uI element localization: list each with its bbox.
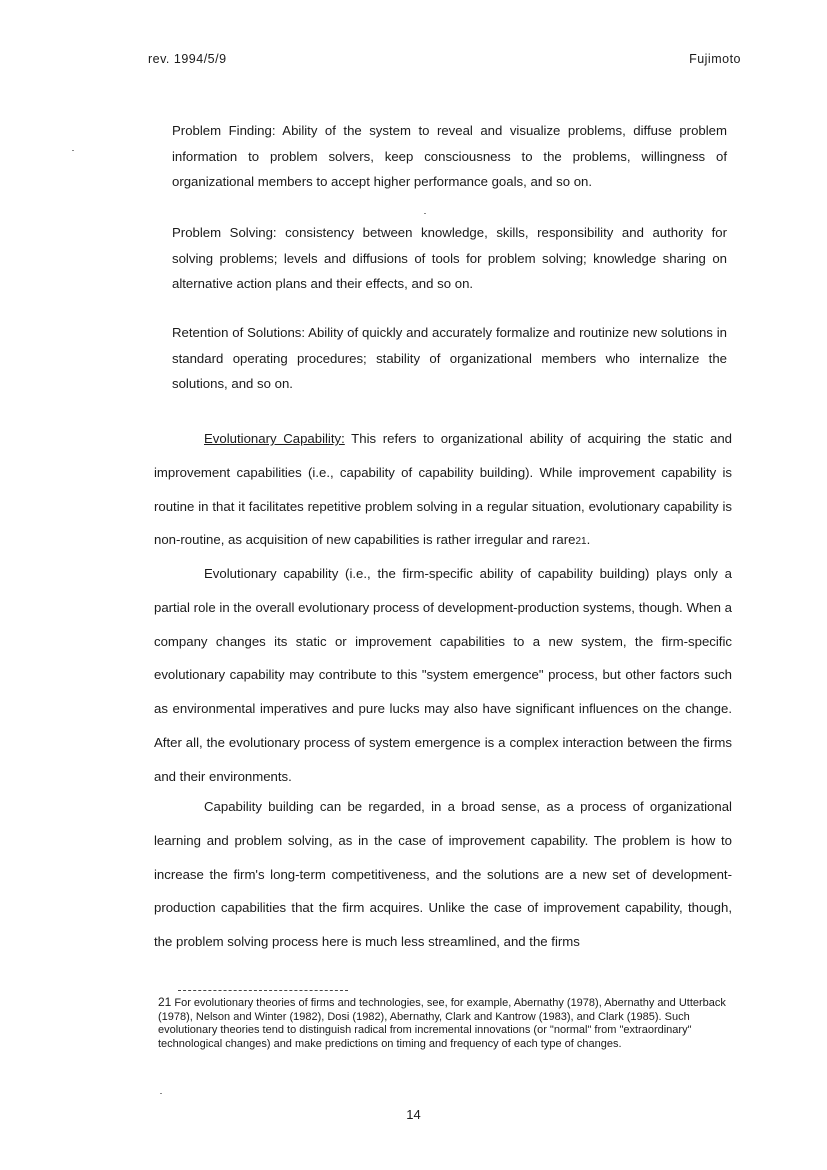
definition-term: Problem Finding: (172, 123, 276, 138)
scan-speck (424, 213, 426, 214)
definition-item (172, 118, 727, 195)
paragraph-end: . (586, 532, 591, 548)
definition-text: consistency between knowledge, skills, responsibility and authority for solving problems; levels and diffusions of tools for problem solving; knowledge sharing on alternative action plans and their effects, and so on. (172, 225, 727, 291)
definition-item (172, 320, 727, 397)
definition-term: Retention of Solutions: (172, 325, 306, 340)
definition-text: Ability of the system to reveal and visualize problems, diffuse problem information to problem solvers, keep consciousness to the problems, willingness of organizational members to accept higher performance goals, and so on. (172, 123, 727, 189)
page-number: 14 (406, 1107, 421, 1122)
footnote (158, 996, 734, 1051)
paragraph-heading: Evolutionary Capability: (204, 431, 345, 446)
footnote-reference: 21 (575, 536, 587, 548)
footnote-number: 21 (158, 995, 172, 1009)
definition-text: Ability of quickly and accurately formalize and routinize new solutions in standard operating procedures; stability of organizational members who internalize the solutions, and so on. (172, 325, 727, 391)
body-paragraph: Capability building can be regarded, in a broad sense, as a process of organizational learning and problem solving, as in the case of improvement capability. The problem is how to increase the firm's long-term competitiveness, and the solutions are a new set of development-production capabilities that the firm acquires. Unlike the case of improvement capability, though, the problem solving process here is much less streamlined, and the firms (154, 799, 732, 950)
running-header-revision: rev. 1994/5/9 (148, 52, 227, 66)
footnote-text: For evolutionary theories of firms and technologies, see, for example, Abernathy (1978), Abernathy and Utterback (1978), Nelson and Winter (1982), Dosi (1982), Abernathy, Clark and Kantrow (1983), and Clark (1985). Such evolutionary theories tend to distinguish radical from incremental innovations (or "normal" from "extraordinary" technological changes) and make predictions on timing and frequency of each type of changes. (158, 997, 726, 1050)
footnote-separator (178, 990, 348, 991)
running-header-author: Fujimoto (689, 52, 741, 66)
body-paragraph (154, 422, 732, 559)
scan-speck (72, 150, 74, 151)
definition-item (172, 220, 727, 297)
paragraph-text: This refers to organizational ability of acquiring the static and improvement capabilities (i.e., capability of capability building). While improvement capability is routine in that it facilitates repetitive problem solving in a regular situation, evolutionary capability is non-routine, as acquisition of new capabilities is rather irregular and rare (154, 431, 732, 548)
definition-term: Problem Solving: (172, 225, 277, 240)
scan-speck (160, 1093, 162, 1094)
body-paragraph: Evolutionary capability (i.e., the firm-specific ability of capability building) plays only a partial role in the overall evolutionary process of development-production systems, though. When a company changes its static or improvement capabilities to a new system, the firm-specific evolutionary capability may contribute to this "system emergence" process, but other factors such as environmental imperatives and pure lucks may also have significant influences on the change. After all, the evolutionary process of system emergence is a complex interaction between the firms and their environments. (154, 566, 732, 784)
